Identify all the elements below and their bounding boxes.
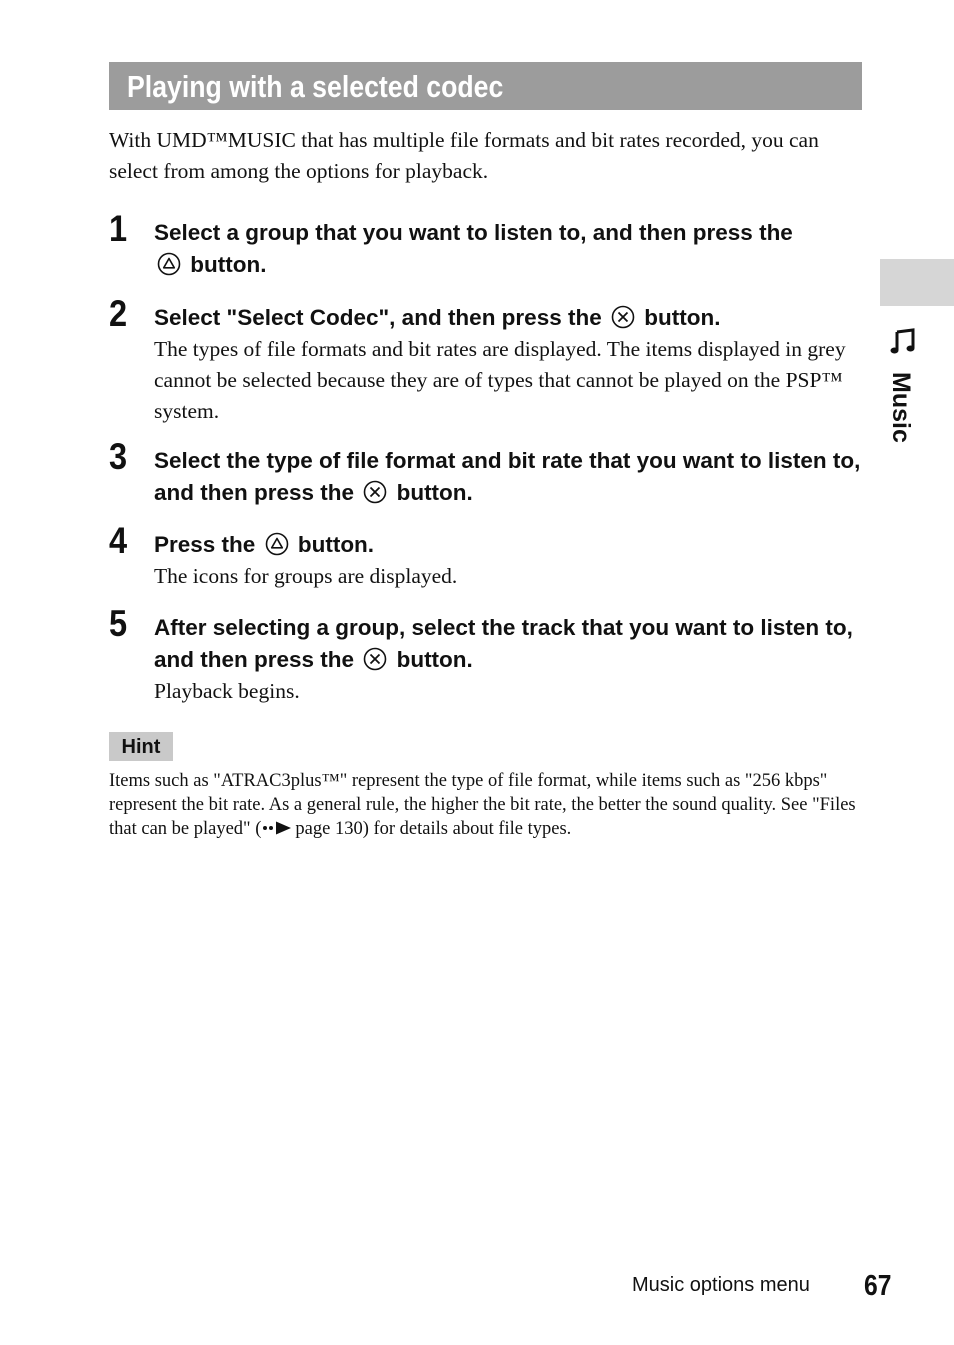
section-title: Playing with a selected codec [127,69,504,104]
hint-page-reference: page 130) for details about file types. [295,819,572,839]
step-heading-text: Select the type of file format and bit rate that you want to listen to, and then press the [154,448,861,505]
step-description: The icons for groups are displayed. [154,564,458,588]
step-heading-suffix: button. [190,252,267,277]
hint-text [109,769,869,841]
step-description: Playback begins. [154,679,300,703]
step-heading-suffix: button. [644,305,721,330]
step-heading-text: Press the [154,532,256,557]
chapter-label-text: Music [887,372,915,443]
chapter-label [884,372,924,462]
step-heading-text: Select "Select Codec", and then press the [154,305,602,330]
hint-label: Hint [109,732,173,761]
step-heading [154,445,869,509]
step-5 [109,603,869,707]
hint-text-main: Items such as "ATRAC3plus™" represent the type of file format, while items such as "256 kbps" represent the bit rate. As a general rule, the higher the bit rate, the better the sound quality. See "Files that can be played" ( [109,771,856,839]
step-heading-suffix: button. [396,480,473,505]
step-number: 2 [109,293,128,334]
section-title-bar [109,62,862,110]
chapter-tab-marker [880,259,954,306]
step-description: The types of file formats and bit rates are displayed. The items displayed in grey cannot be selected because they are of types that cannot be played on the PSP™ system. [154,337,846,423]
step-heading [154,302,869,334]
intro-paragraph: With UMD™MUSIC that has multiple file formats and bit rates recorded, you can select from among the options for playback. [109,128,819,183]
step-heading-text: Select a group that you want to listen to, and then press the [154,220,793,245]
step-heading [154,612,869,676]
cross-button-icon [363,480,387,504]
page-reference-arrow-icon [261,821,295,835]
step-4 [109,520,869,592]
step-3 [109,436,869,509]
music-note-icon [889,326,919,356]
step-heading-text: After selecting a group, select the track that you want to listen to, and then press the [154,615,853,672]
step-number: 1 [109,208,128,249]
step-number: 5 [109,603,128,644]
step-heading [154,217,869,281]
cross-button-icon [363,647,387,671]
step-heading [154,529,869,561]
triangle-button-icon [265,532,289,556]
footer-section-title: Music options menu [632,1274,810,1296]
cross-button-icon [611,305,635,329]
step-number: 3 [109,436,128,477]
step-2 [109,293,869,427]
step-number: 4 [109,520,128,561]
step-heading-suffix: button. [396,647,473,672]
page-number: 67 [864,1270,892,1302]
step-heading-suffix: button. [297,532,375,557]
step-1 [109,208,869,281]
triangle-button-icon [157,252,181,276]
